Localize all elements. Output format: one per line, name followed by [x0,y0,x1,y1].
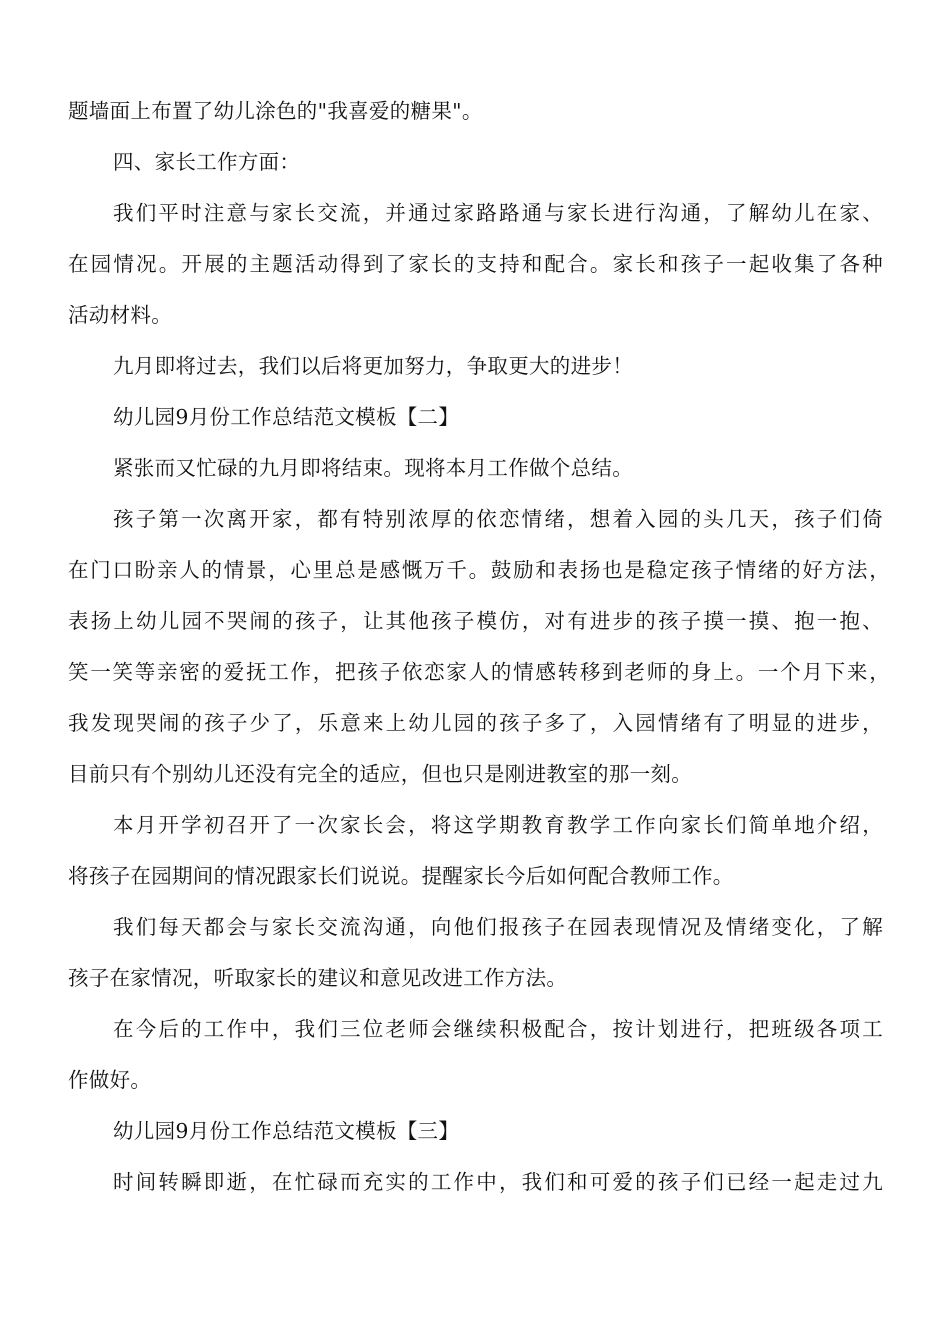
text-line: 目前只有个别幼儿还没有完全的适应，但也只是刚进教室的那一刻。 [68,762,692,786]
section-title: 幼儿园9月份工作总结范文模板【三】 [113,1119,460,1143]
section-heading: 四、家长工作方面： [113,150,301,174]
text-line: 活动材料。 [68,303,172,327]
text-line: 将孩子在园期间的情况跟家长们说说。提醒家长今后如何配合教师工作。 [68,864,734,888]
text-line: 表扬上幼儿园不哭闹的孩子，让其他孩子模仿，对有进步的孩子摸一摸、抱一抱、 [68,609,883,633]
text-line: 我发现哭闹的孩子少了，乐意来上幼儿园的孩子多了，入园情绪有了明显的进步， [68,711,883,735]
text-line: 在门口盼亲人的情景，心里总是感慨万千。鼓励和表扬也是稳定孩子情绪的好方法， [68,558,890,582]
text-line: 九月即将过去，我们以后将更加努力，争取更大的进步！ [113,354,633,378]
text-line: 本月开学初召开了一次家长会，将这学期教育教学工作向家长们简单地介绍， [113,813,883,837]
text-line: 孩子第一次离开家，都有特别浓厚的依恋情绪，想着入园的头几天，孩子们倚 [113,507,883,531]
text-line: 在园情况。开展的主题活动得到了家长的支持和配合。家长和孩子一起收集了各种 [68,252,883,276]
text-line: 我们每天都会与家长交流沟通，向他们报孩子在园表现情况及情绪变化，了解 [113,915,883,939]
text-line: 作做好。 [68,1068,152,1092]
text-line: 紧张而又忙碌的九月即将结束。现将本月工作做个总结。 [113,456,633,480]
text-line: 在今后的工作中，我们三位老师会继续积极配合，按计划进行，把班级各项工 [113,1017,883,1041]
text-line: 题墙面上布置了幼儿涂色的"我喜爱的糖果"。 [68,99,483,123]
text-line: 我们平时注意与家长交流，并通过家路路通与家长进行沟通，了解幼儿在家、 [113,201,883,225]
text-line: 笑一笑等亲密的爱抚工作，把孩子依恋家人的情感转移到老师的身上。一个月下来， [68,660,890,684]
text-line: 时间转瞬即逝，在忙碌而充实的工作中，我们和可爱的孩子们已经一起走过九 [113,1170,883,1194]
section-title: 幼儿园9月份工作总结范文模板【二】 [113,405,460,429]
text-line: 孩子在家情况，听取家长的建议和意见改进工作方法。 [68,966,568,990]
